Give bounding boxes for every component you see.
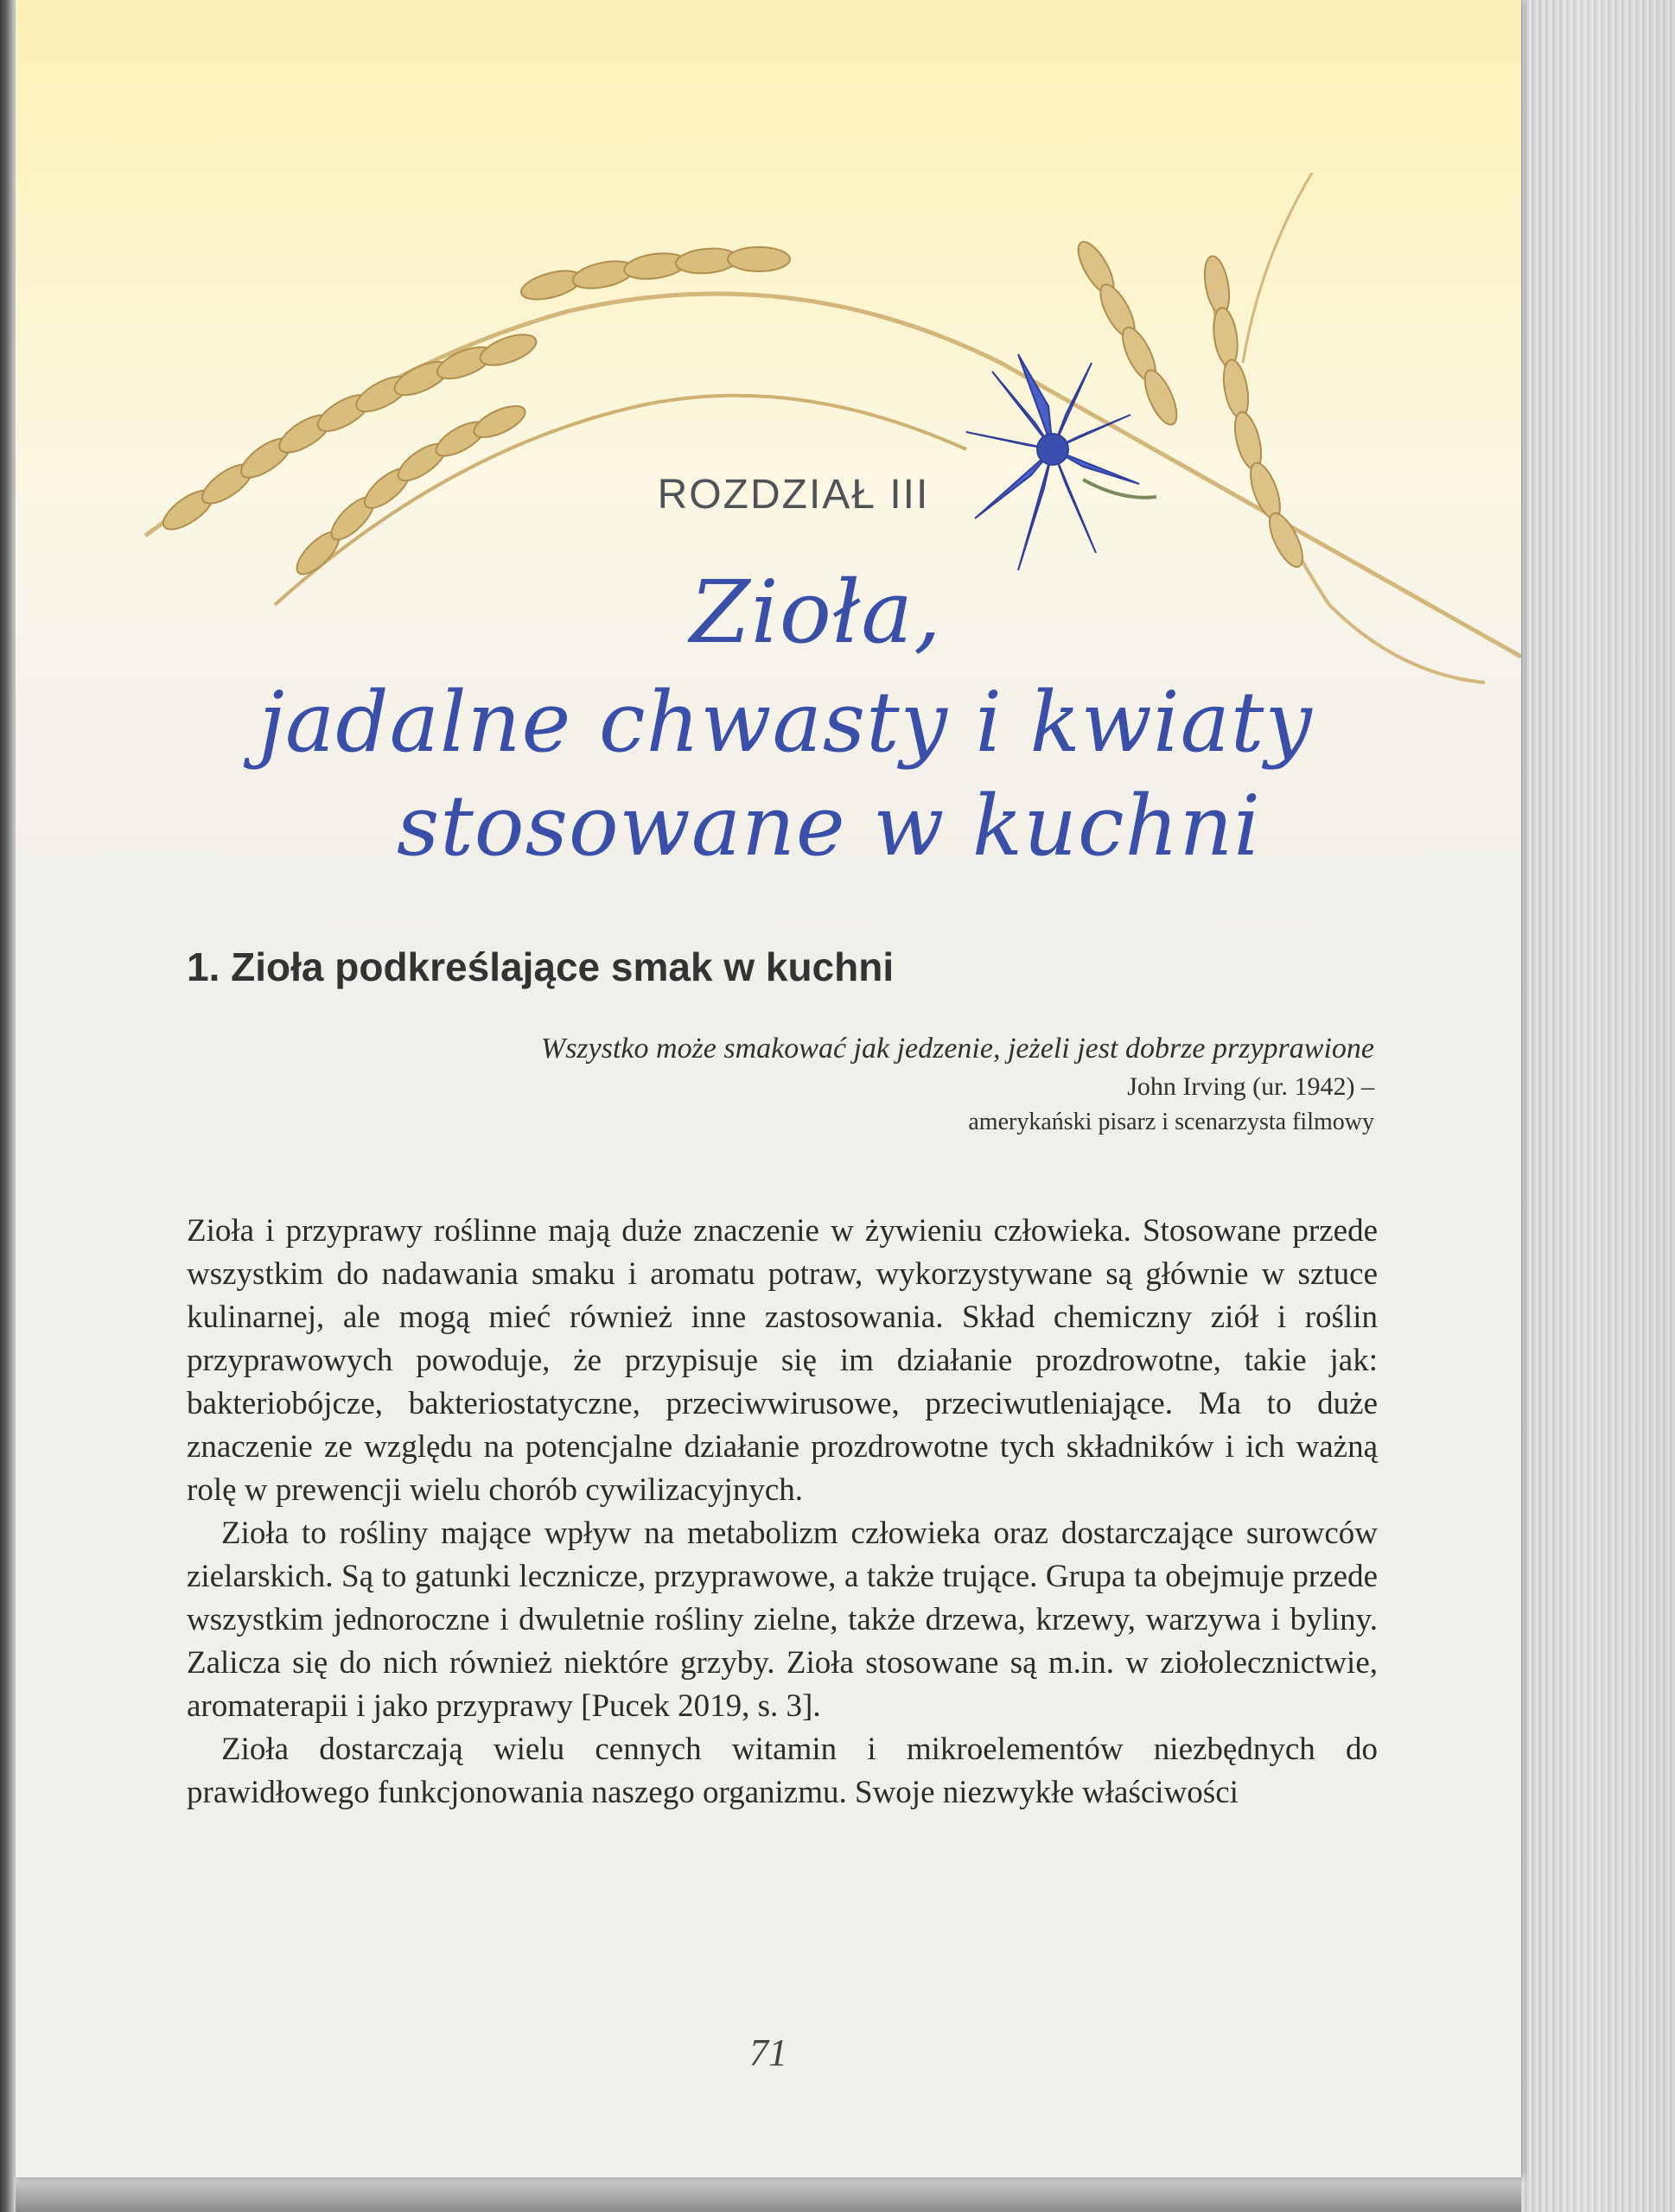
section-heading: 1. Zioła podkreślające smak w kuchni: [187, 944, 895, 989]
epigraph-description: amerykański pisarz i scenarzysta filmowy: [968, 1109, 1374, 1135]
body-text: [187, 1210, 1378, 1815]
chapter-title-line-2: jadalne chwasty i kwiaty: [258, 674, 1313, 771]
chapter-label: ROZDZIAŁ III: [657, 472, 930, 518]
book-page-edges: [1521, 0, 1675, 2212]
epigraph: [541, 1033, 1374, 1136]
page-number: 71: [749, 2031, 787, 2074]
chapter-title-line-1: Zioła,: [690, 562, 942, 663]
epigraph-quote: Wszystko może smakować jak jedzenie, jeżeli jest dobrze przyprawione: [540, 1033, 1374, 1065]
paragraph: Zioła dostarczają wielu cennych witamin i mikroelementów niezbędnych do prawidłowego funkcjonowania naszego organizmu. Swoje niezwykłe właściwości: [187, 1732, 1378, 1810]
epigraph-author: John Irving (ur. 1942) –: [1127, 1072, 1374, 1101]
chapter-title-line-3: stosowane w kuchni: [396, 778, 1262, 874]
book-page: [16, 0, 1521, 2177]
paragraph: Zioła to rośliny mające wpływ na metabolizm człowieka oraz dostarczające surowców zielarskich. Są to gatunki lecznicze, przyprawowe, a także trujące. Grupa ta obejmuje przede wszystkim jednoroczne i dwuletnie rośliny zielne, także drzewa, krzewy, warzywa i byliny. Zalicza się do nich również niektóre grzyby. Zioła stosowane są m.in. w ziołolecznictwie, aromaterapii i jako przyprawy [Pucek 2019, s. 3].: [187, 1516, 1378, 1724]
page-bottom-edge: [16, 2177, 1521, 2212]
paragraph: Zioła i przyprawy roślinne mają duże znaczenie w żywieniu człowieka. Stosowane przede wszystkim do nadawania smaku i aromatu potraw, wykorzystywane są głównie w sztuce kulinarnej, ale mogą mieć również inne zastosowania. Skład chemiczny ziół i roślin przyprawowych powoduje, że przypisuje się im działanie prozdrowotne, takie jak: bakteriobójcze, bakteriostatyczne, przeciwwirusowe, przeciwutleniające. Ma to duże znaczenie ze względu na potencjalne działanie prozdrowotne tych składników i ich ważną rolę w prewencji wielu chorób cywilizacyjnych.: [187, 1213, 1378, 1508]
cornflower-icon: [966, 354, 1139, 570]
